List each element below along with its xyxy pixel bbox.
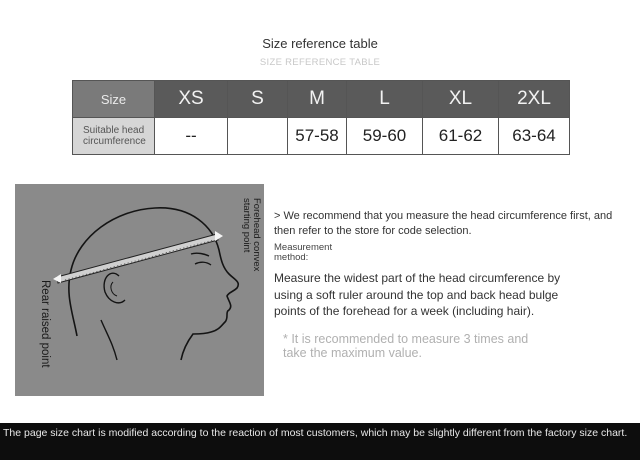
recommendation-text: > We recommend that you measure the head circumference first, and then refer to the store for code selection. (274, 210, 613, 237)
eye (195, 262, 211, 265)
size-s: S (228, 81, 288, 118)
page-title: Size reference table (262, 36, 378, 51)
page-subtitle: SIZE REFERENCE TABLE (259, 57, 381, 68)
brow (191, 253, 209, 256)
circumference-2xl: 63-64 (499, 118, 570, 155)
measurement-note: * It is recommended to measure 3 times and take the maximum value. (283, 332, 529, 360)
size-2xl: 2XL (499, 81, 570, 118)
circumference-row-label: Suitable head circumference (73, 118, 155, 155)
forehead-label: Forehead convex starting point (241, 198, 262, 272)
neck-back (101, 320, 117, 360)
ear-outline (104, 273, 125, 303)
head-measurement-illustration (15, 184, 264, 396)
circumference-s (228, 118, 288, 155)
circumference-row (73, 118, 570, 155)
ear-inner (111, 282, 117, 296)
size-header-label: Size (73, 81, 155, 118)
measurement-method-text: Measure the widest part of the head circumference by using a soft ruler around the top and back head bulge points of the forehead for a week (including hair). (274, 271, 561, 318)
circumference-l: 59-60 (347, 118, 423, 155)
size-xs: XS (155, 81, 228, 118)
circumference-xs: -- (155, 118, 228, 155)
rear-label: Rear raised point (39, 280, 51, 368)
size-header-row (73, 81, 570, 118)
footer-text: The page size chart is modified according to the reaction of most customers, which may be slightly different from the factory size chart. (3, 427, 628, 439)
footer-disclaimer (0, 423, 640, 460)
size-m: M (288, 81, 347, 118)
size-table (72, 80, 570, 155)
size-l: L (347, 81, 423, 118)
head-outline (69, 208, 238, 360)
size-xl: XL (423, 81, 499, 118)
measuring-tape (53, 231, 223, 283)
head-profile-drawing (15, 184, 264, 396)
circumference-xl: 61-62 (423, 118, 499, 155)
circumference-m: 57-58 (288, 118, 347, 155)
measurement-method-label: Measurement method: (274, 242, 333, 263)
